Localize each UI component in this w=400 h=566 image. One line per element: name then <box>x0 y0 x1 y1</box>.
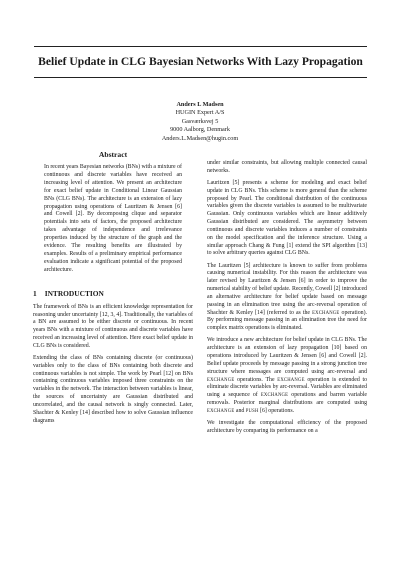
abstract-heading: Abstract <box>98 150 128 159</box>
author-block <box>100 101 300 143</box>
paper-title: Belief Update in CLG Bayesian Networks With Lazy Propagation <box>38 55 363 68</box>
paragraph: We investigate the computational efficiency of the proposed architecture by comparing its performance on a <box>207 419 367 434</box>
section-heading-introduction <box>33 289 193 298</box>
abstract-text: In recent years Bayesian networks (BNs) with a mixture of continuous and discrete variables have received an increasing level of attention. We present an architecture for exact belief update in Conditional Linear Gaussian BNs (CLG BNs). The architecture is an extension of lazy propagation using operations of Lauritzen & Jensen [6] and Cowell [2]. By decomposing clique and separator potentials into sets of factors, the proposed architecture takes advantage of independence and irrelevance properties induced by the structure of the graph and the evidence. The resulting benefits are illustrated by examples. Results of a preliminary empirical performance evaluation indicate a significant potential of the proposed architecture. <box>44 164 182 273</box>
author-city: 9000 Aalborg, Denmark <box>170 126 230 134</box>
paragraph: under similar constraints, but allowing multiple connected causal networks. <box>207 160 367 174</box>
paragraph: The Lauritzen [5] architecture is known to suffer from problems causing numerical instability. For this reason the architecture was later revised by Lauritzen & Jensen [6] in order to improve the numerical stability of belief update. Recently, Cowell [2] introduced an alternative architecture for belief update based on message passing in an elimination tree using the arc-reversal operation of Shachter & Kenley [14] (referred to as the EXCHANGE operation). By performing message passing in an elimination tree the need for complex matrix operations is eliminated. <box>207 262 368 332</box>
paragraph: Lauritzen [5] presents a scheme for modeling and exact belief update in CLG BNs. This scheme is more general than the scheme proposed by Pearl. The conditional distribution of the continuous variables given the discrete variables is assumed to be multivariate Gaussian. Only continuous variables which are linear additively Gaussian distributed are considered. The asymmetry between continuous and discrete variables induces a number of constraints on the model specification and the inference structure. Using a similar approach Chang & Fung [1] extend the SPI algorithm [13] to solve arbitrary queries against CLG BNs. <box>207 179 367 257</box>
paragraph: We introduce a new architecture for belief update in CLG BNs. The architecture is an extension of lazy propagation [10] based on operations introduced by Lauritzen & Jensen [6] and Cowell [2]. Belief update proceeds by message passing in a strong junction tree structure where messages are computed using arc-reversal and EXCHANGE operations. The EXCHANGE operation is extended to eliminate discrete variables by arc-reversal. Variables are eliminated using a sequence of EXCHANGE operations and barren variable removals. Posterior marginal distributions are computed using EXCHANGE and PUSH [6] operations. <box>207 337 367 414</box>
author-email: Anders.L.Madsen@hugin.com <box>161 134 239 142</box>
right-column <box>207 160 367 440</box>
title-rule-bottom <box>34 77 367 78</box>
author-affiliation: HUGIN Expert A/S <box>175 109 225 117</box>
section-title: INTRODUCTION <box>44 288 104 298</box>
section-number: 1 <box>33 288 37 298</box>
title-rule-top <box>34 46 367 47</box>
author-street: Gasværksvej 5 <box>181 117 219 125</box>
paragraph: The framework of BNs is an efficient knowledge representation for reasoning under uncertainty [12, 3, 4]. Traditionally, the variables of a BN are assumed to be either discrete or continuous. In recent years BNs with a mixture of continuous and discrete variables have received an increasing level of attention. Here exact belief update in CLG BNs is considered. <box>33 303 193 349</box>
paragraph: Extending the class of BNs containing discrete (or continuous) variables only to the class of BNs containing both discrete and continuous variables is not simple. The work by Pearl [12] on BNs containing continuous variables imposed three constraints on the variables in the network. The interaction between variables is linear, the sources of uncertainty are Gaussian distributed and uncorrelated, and the causal network is singly connected. Later, Shachter & Kenley [14] described how to solve Gaussian influence diagrams <box>33 354 193 424</box>
author-name: Anders L Madsen <box>176 101 224 108</box>
left-column <box>33 150 193 430</box>
